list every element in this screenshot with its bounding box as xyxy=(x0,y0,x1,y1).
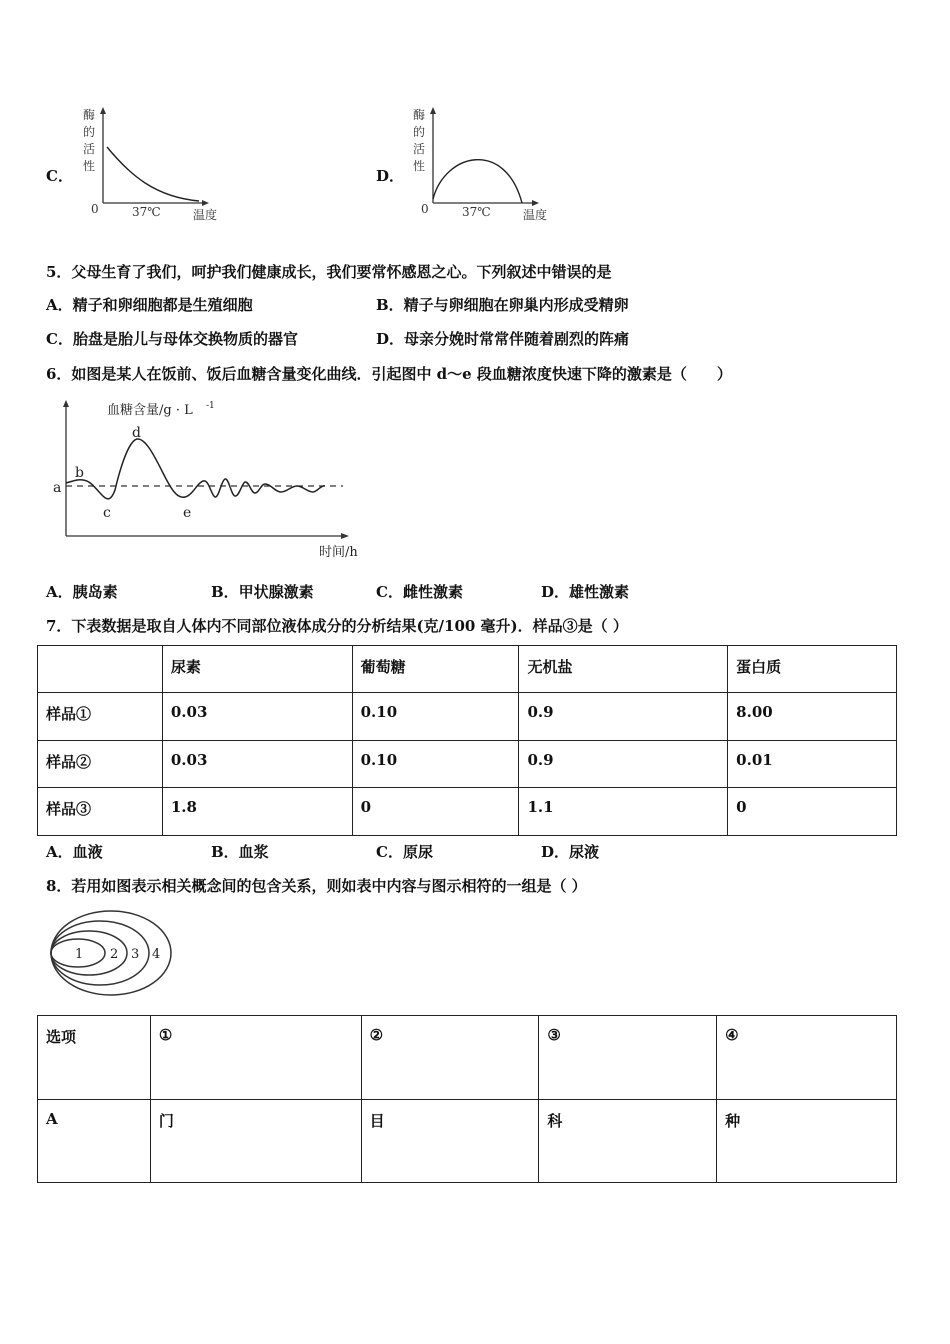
d-ylabel-3: 活 xyxy=(413,142,426,156)
q6-point-b: b xyxy=(75,465,84,481)
q8-header-cell: ① xyxy=(150,1016,361,1100)
diagram-label-1: 1 xyxy=(75,947,84,962)
table-cell: 1.1 xyxy=(519,788,728,836)
q8-stem: 8．若用如图表示相关概念间的包含关系，则如表中内容与图示相符的一组是（ ） xyxy=(46,877,587,895)
q6-point-e: e xyxy=(183,505,192,521)
table-row xyxy=(38,788,897,836)
q8-header-cell: ② xyxy=(361,1016,539,1100)
q5-option-c: C．胎盘是胎儿与母体交换物质的器官 xyxy=(46,330,298,348)
q7-header-cell: 无机盐 xyxy=(519,646,728,693)
q6-option-a: A．胰岛素 xyxy=(46,583,118,601)
table-cell: A xyxy=(38,1100,151,1183)
table-cell: 样品① xyxy=(38,693,163,741)
q6-option-b: B．甲状腺激素 xyxy=(211,583,314,601)
table-row xyxy=(38,693,897,741)
diagram-label-2: 2 xyxy=(110,947,119,962)
q6-x-arrow xyxy=(341,533,349,539)
q6-ylabel: 血糖含量/g · L xyxy=(107,403,193,418)
q7-table xyxy=(37,645,897,836)
table-cell: 0.10 xyxy=(352,693,519,741)
q4-option-d-graph xyxy=(405,105,565,225)
q8-header-row xyxy=(38,1016,897,1100)
table-cell: 0.03 xyxy=(162,741,352,788)
q7-header-cell: 葡萄糖 xyxy=(352,646,519,693)
table-row xyxy=(38,1100,897,1183)
q6-stem: 6．如图是某人在饭前、饭后血糖含量变化曲线．引起图中 d～e 段血糖浓度快速下降的激素是（ ） xyxy=(46,365,732,383)
table-cell: 0.03 xyxy=(162,693,352,741)
q6-option-d: D．雄性激素 xyxy=(541,583,630,601)
q5-option-b: B．精子与卵细胞在卵巢内形成受精卵 xyxy=(376,296,629,314)
c-xtick: 37℃ xyxy=(132,205,161,219)
diagram-label-3: 3 xyxy=(131,947,140,962)
d-xtick: 37℃ xyxy=(462,205,491,219)
q6-point-a: a xyxy=(53,480,62,496)
q8-nested-ellipses-diagram xyxy=(48,905,178,1002)
table-cell: 0.9 xyxy=(519,741,728,788)
q8-header-cell: ④ xyxy=(717,1016,897,1100)
d-ylabel-2: 的 xyxy=(413,125,426,139)
d-ylabel-4: 性 xyxy=(413,159,426,173)
table-cell: 种 xyxy=(717,1100,897,1183)
table-cell: 0.9 xyxy=(519,693,728,741)
q4-option-c-graph xyxy=(75,105,235,225)
c-x-arrow xyxy=(202,200,209,206)
diagram-label-4: 4 xyxy=(152,947,161,962)
q6-point-d: d xyxy=(132,425,141,441)
c-xlabel: 温度 xyxy=(193,208,218,222)
c-ylabel-3: 活 xyxy=(83,142,96,156)
c-curve xyxy=(107,147,199,201)
table-cell: 门 xyxy=(150,1100,361,1183)
table-cell: 0.01 xyxy=(728,741,897,788)
table-cell: 目 xyxy=(361,1100,539,1183)
q6-point-c: c xyxy=(103,505,111,521)
q5-stem: 5．父母生育了我们，呵护我们健康成长，我们要常怀感恩之心。下列叙述中错误的是 xyxy=(46,263,612,281)
q6-option-c: C．雌性激素 xyxy=(376,583,463,601)
d-y-arrow xyxy=(430,107,436,114)
d-curve xyxy=(433,160,522,203)
q7-stem: 7．下表数据是取自人体内不同部位液体成分的分析结果(克/100 毫升)．样品③是（ ） xyxy=(46,617,628,635)
table-cell: 0.10 xyxy=(352,741,519,788)
table-cell: 1.8 xyxy=(162,788,352,836)
q7-option-d: D．尿液 xyxy=(541,843,600,861)
q5-option-d: D．母亲分娩时常常伴随着剧烈的阵痛 xyxy=(376,330,630,348)
q6-curve xyxy=(66,439,325,499)
c-origin: 0 xyxy=(91,202,99,216)
q6-ylabel-sup: -1 xyxy=(206,401,215,411)
q8-header-cell: ③ xyxy=(539,1016,717,1100)
q6-blood-sugar-chart xyxy=(45,395,375,565)
table-cell: 样品③ xyxy=(38,788,163,836)
table-cell: 0 xyxy=(352,788,519,836)
q7-header-row xyxy=(38,646,897,693)
c-ylabel-2: 的 xyxy=(83,125,96,139)
d-origin: 0 xyxy=(421,202,429,216)
d-ylabel-1: 酶 xyxy=(413,108,426,122)
c-ylabel-4: 性 xyxy=(83,159,96,173)
q7-option-b: B．血浆 xyxy=(211,843,269,861)
table-cell: 样品② xyxy=(38,741,163,788)
c-y-arrow xyxy=(100,107,106,114)
q8-header-cell: 选项 xyxy=(38,1016,151,1100)
q8-table xyxy=(37,1015,897,1183)
c-ylabel-1: 酶 xyxy=(83,108,96,122)
q7-header-cell xyxy=(38,646,163,693)
q4-option-d-letter: D． xyxy=(376,167,405,185)
table-cell: 0 xyxy=(728,788,897,836)
q6-y-arrow xyxy=(63,400,69,407)
table-cell: 科 xyxy=(539,1100,717,1183)
d-xlabel: 温度 xyxy=(523,208,548,222)
q7-option-c: C．原尿 xyxy=(376,843,433,861)
q7-header-cell: 尿素 xyxy=(162,646,352,693)
q6-xlabel: 时间/h xyxy=(319,545,358,560)
d-x-arrow xyxy=(532,200,539,206)
q5-option-a: A．精子和卵细胞都是生殖细胞 xyxy=(46,296,253,314)
q7-header-cell: 蛋白质 xyxy=(728,646,897,693)
q4-option-c-letter: C． xyxy=(46,167,73,185)
q7-option-a: A．血液 xyxy=(46,843,103,861)
table-cell: 8.00 xyxy=(728,693,897,741)
table-row xyxy=(38,741,897,788)
